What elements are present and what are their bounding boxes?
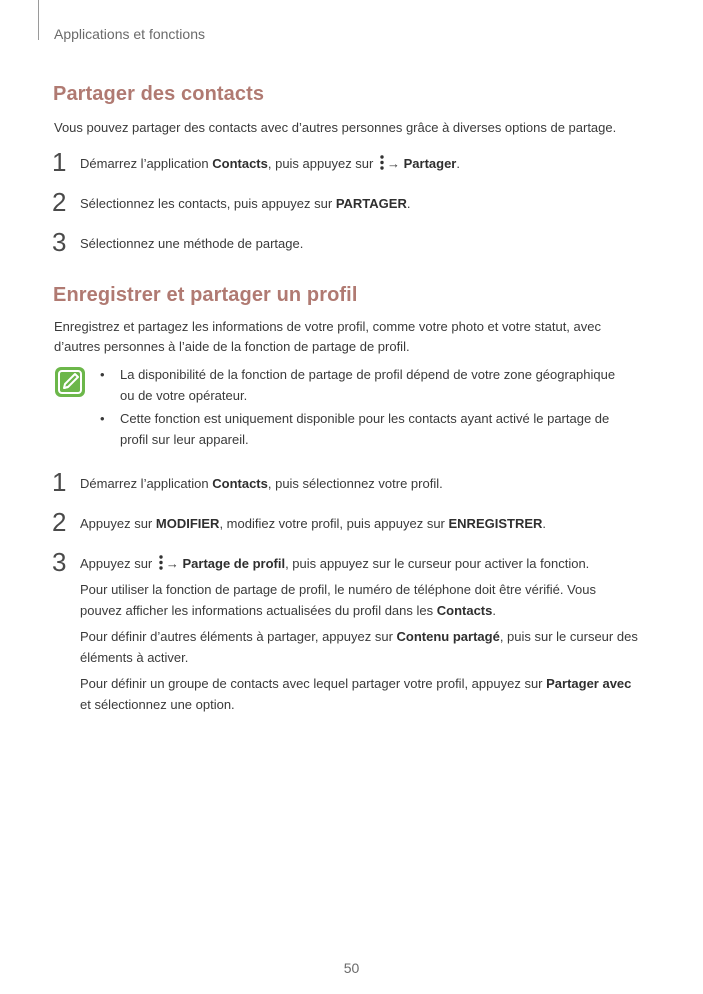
sub-paragraph-3: Pour définir un groupe de contacts avec lequel partager votre profil, appuyez sur Partager avec et sélectionnez une option. (80, 676, 632, 712)
header-rule (38, 0, 39, 40)
bullet-dot: • (100, 367, 105, 382)
step-text: Sélectionnez les contacts, puis appuyez sur PARTAGER. (80, 196, 411, 211)
header-title: Applications et fonctions (54, 26, 205, 42)
step-text: Appuyez sur → Partage de profil, puis appuyez sur le curseur pour activer la fonction. (80, 556, 590, 571)
step-text: Démarrez l’application Contacts, puis sélectionnez votre profil. (80, 476, 443, 491)
menu-option-share: Partager (403, 156, 457, 171)
section1-step-2 (52, 187, 672, 218)
section2-step-2 (52, 507, 672, 538)
app-name-contacts: Contacts (212, 156, 268, 171)
bullet-text: La disponibilité de la fonction de partage de profil dépend de votre zone géographique ou de votre opérateur. (120, 367, 616, 403)
sub-paragraph-1: Pour utiliser la fonction de partage de profil, le numéro de téléphone doit être vérifié. Vous pouvez afficher les informations actualisées du profil dans les Contacts. (80, 582, 596, 618)
button-name-enregistrer: ENREGISTRER (448, 516, 543, 531)
app-name-contacts: Contacts (212, 476, 268, 491)
button-name-modifier: MODIFIER (155, 516, 220, 531)
section1-step-3 (52, 227, 672, 258)
step-text: Démarrez l’application Contacts, puis appuyez sur → Partager. (80, 156, 460, 171)
note-bullet-2 (100, 408, 650, 450)
step-number: 3 (52, 227, 67, 257)
step-number: 2 (52, 507, 67, 537)
sub-paragraph-2: Pour définir d’autres éléments à partager, appuyez sur Contenu partagé, puis sur le curseur des éléments à activer. (80, 629, 638, 665)
bullet-dot: • (100, 411, 105, 426)
menu-option-profile-sharing: Partage de profil (182, 556, 286, 571)
section2-step-1 (52, 467, 672, 498)
step-number: 1 (52, 147, 67, 177)
option-shared-content: Contenu partagé (396, 629, 500, 644)
bullet-text: Cette fonction est uniquement disponible pour les contacts ayant activé le partage de profil sur leur appareil. (120, 411, 610, 447)
note-pencil-icon (54, 366, 86, 398)
step-number: 1 (52, 467, 67, 497)
section-title-share-contacts: Partager des contacts (53, 83, 265, 105)
option-share-with: Partager avec (546, 676, 632, 691)
section-title-profile: Enregistrer et partager un profil (53, 284, 358, 306)
section2-intro-line2: d’autres personnes à l’aide de la fonction de partage de profil. (54, 339, 410, 354)
section2-intro-line1: Enregistrez et partagez les informations de votre profil, comme votre photo et votre statut, avec (54, 319, 601, 334)
kebab-menu-icon (158, 555, 164, 570)
step-text: Appuyez sur MODIFIER, modifiez votre profil, puis appuyez sur ENREGISTRER. (80, 516, 547, 531)
section1-intro: Vous pouvez partager des contacts avec d’autres personnes grâce à diverses options de partage. (54, 120, 617, 135)
step-number: 2 (52, 187, 67, 217)
step-number: 3 (52, 547, 67, 577)
note-bullet-1 (100, 364, 650, 406)
step-text: Sélectionnez une méthode de partage. (80, 236, 304, 251)
page-number: 50 (343, 960, 360, 976)
app-name-contacts: Contacts (436, 603, 493, 618)
section1-step-1 (52, 147, 672, 178)
button-name-partager: PARTAGER (335, 196, 407, 211)
section2-step-3 (52, 547, 672, 578)
kebab-menu-icon (379, 155, 385, 170)
